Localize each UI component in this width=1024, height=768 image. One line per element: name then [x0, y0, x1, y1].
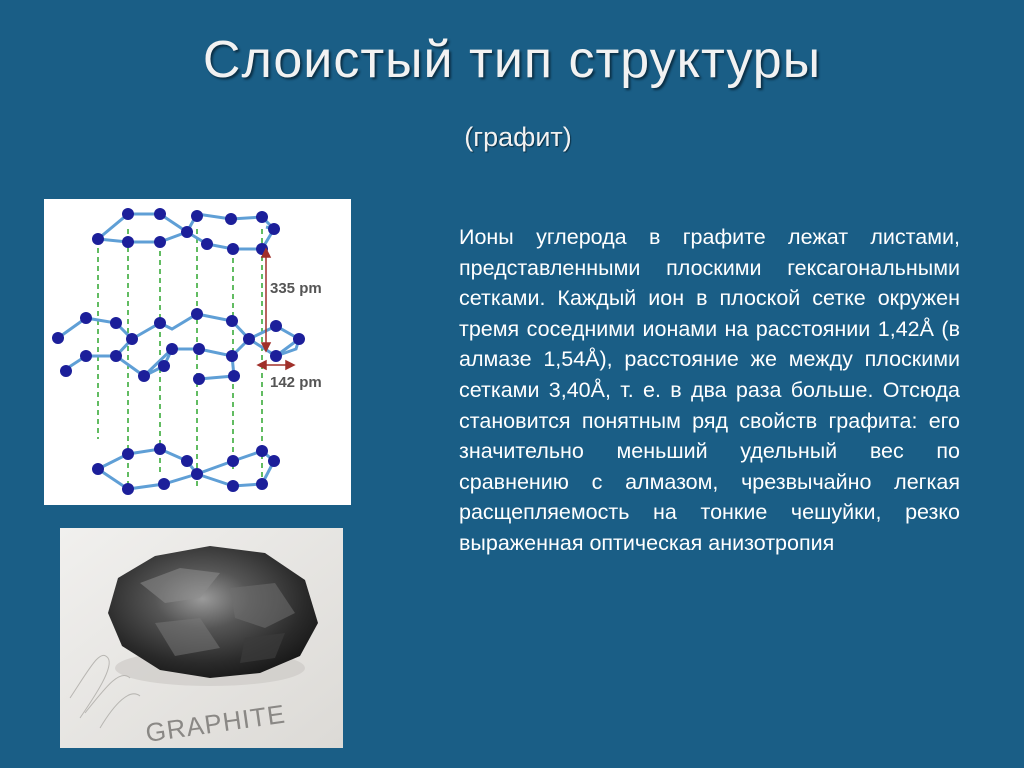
body-paragraph: Ионы углерода в графите лежат листами, представленными плоскими гексагональными сетками. Каждый ион в плоской сетке окружен тремя соседними ионами на расстоянии 1,42Å (в алмазе 1,54Å), расстояние же между плоскими сетками 3,40Å, т. е. в два раза больше. Отсюда становится понятным ряд свойств графита: его значительно меньший удельный вес по сравнению с алмазом, чрезвычайно легкая расщепляемость на тонкие чешуйки, резко выраженная оптическая анизотропия: [459, 225, 960, 555]
interlayer-distance-label: 335 pm: [270, 280, 322, 297]
layer-middle-bonds: [58, 314, 299, 379]
graphite-photo: [60, 528, 343, 748]
graphite-caption: GRAPHITE: [143, 698, 288, 748]
slide-subtitle: (графит): [464, 122, 572, 152]
bond-length-label: 142 pm: [270, 374, 322, 391]
lattice-svg: [44, 199, 351, 505]
graphite-rock-image: [60, 528, 343, 748]
graphite-lattice-diagram: [44, 199, 351, 505]
layer-bottom-atoms: [92, 443, 280, 495]
slide-title: Слоистый тип структуры: [202, 31, 822, 89]
